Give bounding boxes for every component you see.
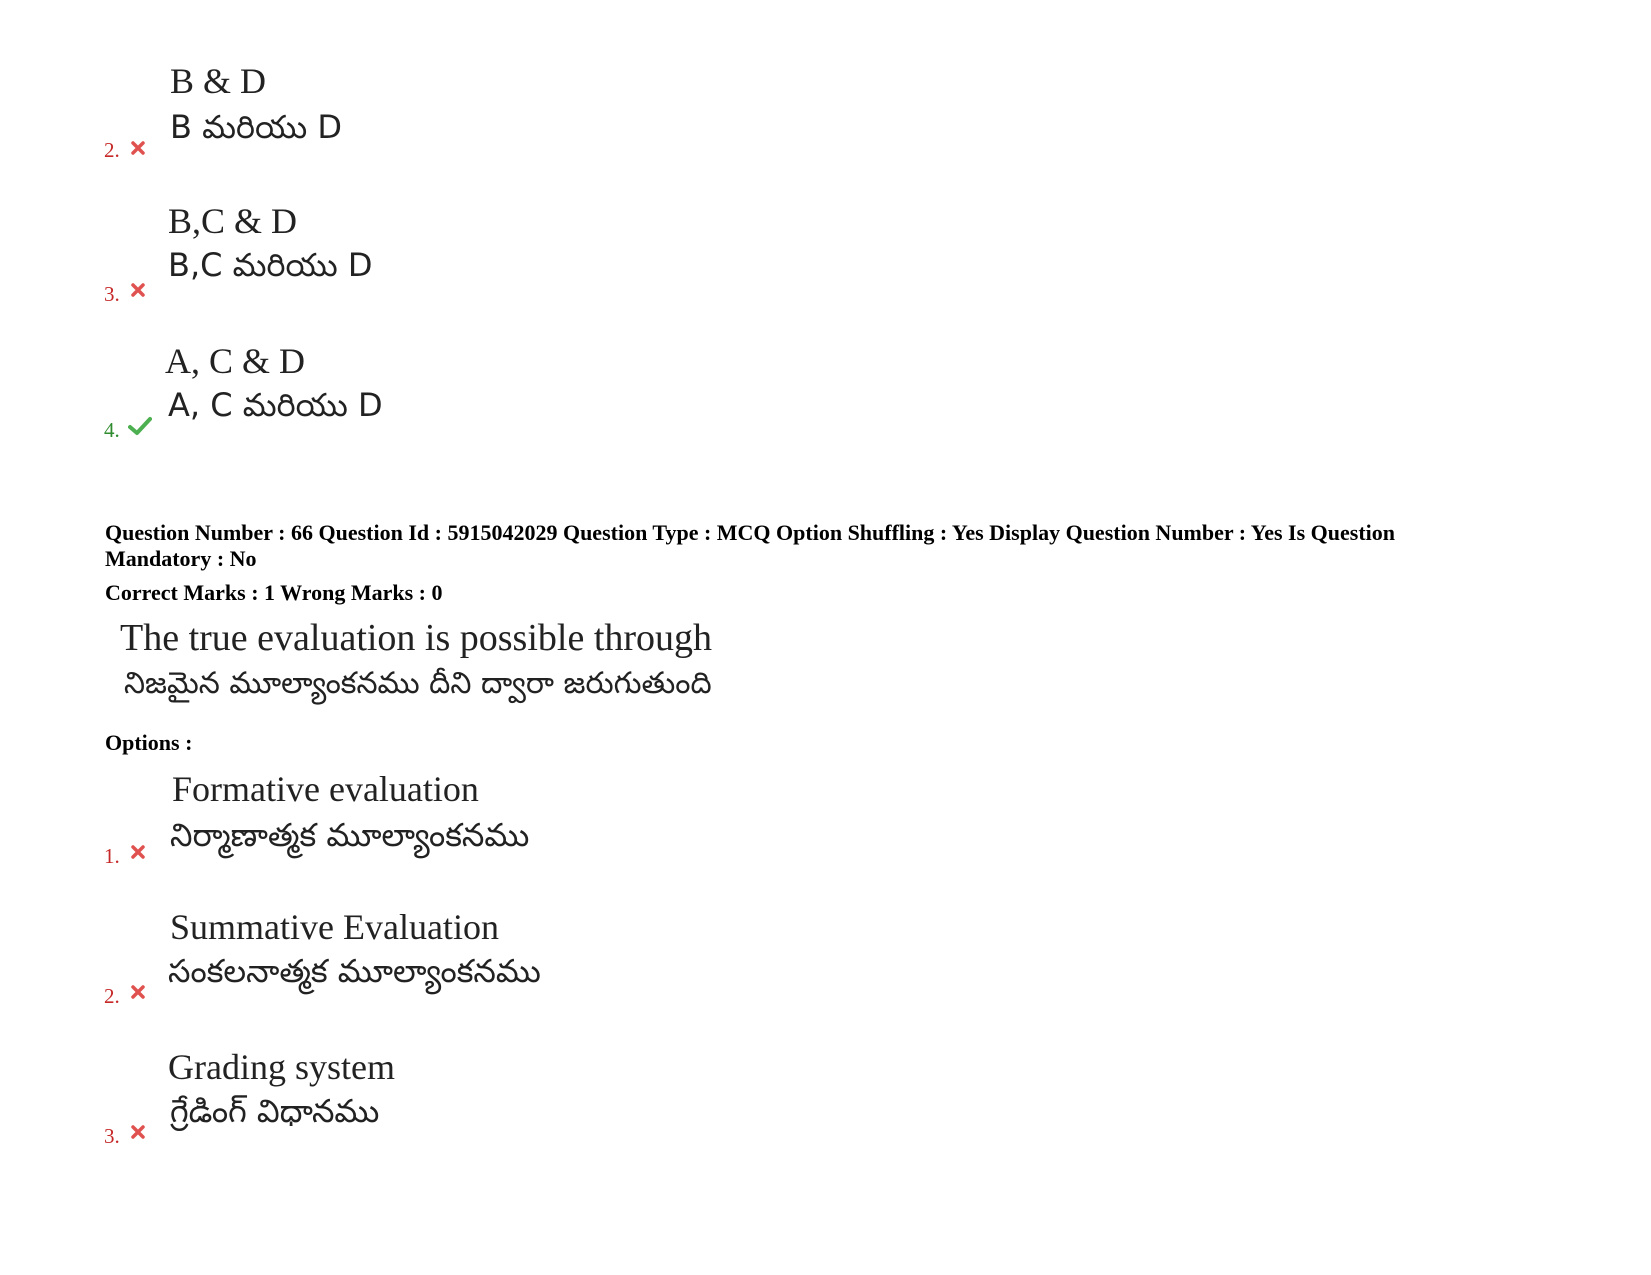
check-icon bbox=[128, 416, 152, 436]
cross-icon bbox=[130, 282, 146, 298]
marks-line: Correct Marks : 1 Wrong Marks : 0 bbox=[105, 580, 443, 605]
question-meta-line2: Mandatory : No bbox=[105, 546, 257, 571]
question-text-en: The true evaluation is possible through bbox=[120, 617, 713, 659]
option-text-en: B,C & D bbox=[168, 201, 298, 241]
option-text-te: నిర్మాణాత్మక మూల్యాంకనము bbox=[170, 816, 530, 854]
option-text-te: B,C మరియు D bbox=[168, 246, 373, 284]
cross-icon bbox=[130, 140, 146, 156]
question-text-te: నిజమైన మూల్యాంకనము దీని ద్వారా జరుగుతుంది bbox=[124, 666, 712, 701]
option-text-te: గ్రేడింగ్ విధానము bbox=[170, 1092, 380, 1130]
question-meta-line1: Question Number : 66 Question Id : 5915042029 Question Type : MCQ Option Shuffling : Yes Display Question Number : Yes Is Question bbox=[105, 520, 1395, 545]
question-meta bbox=[105, 520, 1395, 572]
cross-icon bbox=[130, 1124, 146, 1140]
option-text-en: B & D bbox=[170, 61, 267, 101]
option-text-en: Formative evaluation bbox=[172, 769, 479, 809]
options-label: Options : bbox=[105, 730, 193, 755]
option-text-te: సంకలనాత్మక మూల్యాంకనము bbox=[168, 952, 541, 990]
option-number: 1. bbox=[104, 844, 120, 868]
option-number: 3. bbox=[104, 282, 120, 306]
option-text-en: Summative Evaluation bbox=[170, 907, 499, 947]
option-number: 4. bbox=[104, 418, 120, 442]
option-number: 3. bbox=[104, 1124, 120, 1148]
option-text-en: Grading system bbox=[168, 1047, 395, 1087]
cross-icon bbox=[130, 844, 146, 860]
option-text-te: A, C మరియు D bbox=[168, 386, 383, 424]
option-number: 2. bbox=[104, 984, 120, 1008]
option-text-te: B మరియు D bbox=[170, 108, 342, 146]
option-text-en: A, C & D bbox=[165, 341, 306, 381]
cross-icon bbox=[130, 984, 146, 1000]
option-number: 2. bbox=[104, 138, 120, 162]
